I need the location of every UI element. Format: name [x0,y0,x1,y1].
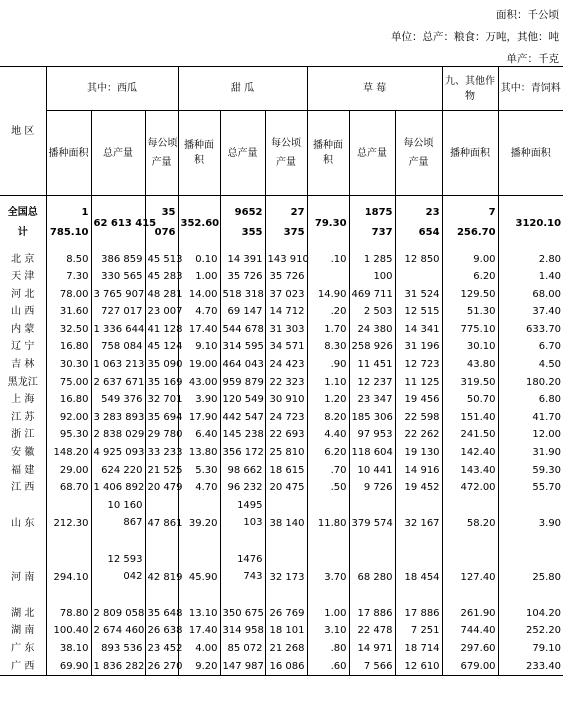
cell-gf-area: 1.40 [498,268,563,286]
cell-gf-area: 55.70 [498,479,563,497]
cell-ml-total: 464 043 [220,356,265,374]
cell-ml-yield: 22 693 [265,426,307,444]
table-body [0,196,563,676]
cell-ml-yield: 30 910 [265,391,307,409]
cell-ml-area: 43.00 [178,374,220,392]
cell-sb-total: 379 574 [349,497,395,551]
cell-ml-total: 69 147 [220,303,265,321]
cell-region: 北 京 [0,251,46,269]
cell-gf-area: 6.70 [498,338,563,356]
cell-sb-area: .90 [307,356,349,374]
cell-wm-total: 2 838 029 [91,426,145,444]
cell-ml-area: 17.40 [178,622,220,640]
table-row [0,268,563,286]
cell-wm-yield: 20 479 [145,479,178,497]
cell-wm-total: 3 283 893 [91,409,145,427]
cell-sb-area [307,268,349,286]
cell-wm-area: 8.50 [46,251,91,269]
cell-sb-total: 23 347 [349,391,395,409]
table-row [0,462,563,480]
cell-sb-yield: 22 598 [395,409,442,427]
cell-region: 福 建 [0,462,46,480]
cell-wm-yield: 45 513 [145,251,178,269]
cell-wm-area: 29.00 [46,462,91,480]
cell-sb-total: 9 726 [349,479,395,497]
table-row [0,391,563,409]
cell-ot-area: 142.40 [442,444,498,462]
cell-wm-total: 2 637 671 [91,374,145,392]
cell-ml-total: 518 318 [220,286,265,304]
cell-ot-area: 127.40 [442,551,498,605]
cell-sb-area: .80 [307,640,349,658]
cell-region: 江 苏 [0,409,46,427]
cell-sb-area: .50 [307,479,349,497]
cell-wm-yield: 23 007 [145,303,178,321]
cell-ml-total: 959 879 [220,374,265,392]
table-row [0,321,563,339]
cell-ml-yield: 14 712 [265,303,307,321]
cell-sb-yield: 14 916 [395,462,442,480]
cell-wm-yield: 35 169 [145,374,178,392]
cell-wm-yield: 33 233 [145,444,178,462]
cell-sb-area: 3.70 [307,551,349,605]
cell-sb-yield: 17 886 [395,605,442,623]
cell-wm-area: 78.00 [46,286,91,304]
cell-sb-yield: 12 610 [395,658,442,676]
cell-sb-area: 1.20 [307,391,349,409]
cell-sb-yield: 18 714 [395,640,442,658]
cell-ot-area: 775.10 [442,321,498,339]
cell-wm-area: 68.70 [46,479,91,497]
cell-gf-area: 4.50 [498,356,563,374]
cell-sb-area: 79.30 [307,196,349,251]
cell-sb-area: 3.10 [307,622,349,640]
cell-sb-area: .60 [307,658,349,676]
cell-ot-area: 744.40 [442,622,498,640]
cell-sb-area: 8.20 [307,409,349,427]
cell-sb-yield: 11 125 [395,374,442,392]
header-sb-area: 播种面积 [307,111,349,196]
cell-gf-area: 68.00 [498,286,563,304]
cell-sb-yield: 31 196 [395,338,442,356]
cell-wm-yield: 42 819 [145,551,178,605]
cell-ml-area: 9.20 [178,658,220,676]
table-row [0,479,563,497]
cell-wm-area: 212.30 [46,497,91,551]
cell-ml-total: 145 238 [220,426,265,444]
cell-sb-total: 100 [349,268,395,286]
cell-ml-area: 6.40 [178,426,220,444]
cell-sb-yield: 18 454 [395,551,442,605]
cell-ml-total: 147 987 [220,658,265,676]
cell-wm-total: 549 376 [91,391,145,409]
cell-ml-total: 314 958 [220,622,265,640]
cell-gf-area: 6.80 [498,391,563,409]
cell-ml-total: 544 678 [220,321,265,339]
table-row [0,356,563,374]
cell-sb-yield: 19 130 [395,444,442,462]
cell-region: 内 蒙 [0,321,46,339]
cell-region: 河 南 [0,551,46,605]
cell-ot-area: 9.00 [442,251,498,269]
cell-wm-yield: 35 694 [145,409,178,427]
cell-sb-area: .20 [307,303,349,321]
cell-region: 江 西 [0,479,46,497]
cell-wm-yield: 29 780 [145,426,178,444]
cell-sb-total: 22 478 [349,622,395,640]
cell-gf-area: 31.90 [498,444,563,462]
cell-ml-total: 1495 103 [220,497,265,551]
cell-ml-total: 120 549 [220,391,265,409]
cell-sb-total: 24 380 [349,321,395,339]
cell-wm-area: 100.40 [46,622,91,640]
header-ot-area: 播种面积 [442,111,498,196]
cell-region: 辽 宁 [0,338,46,356]
cell-wm-yield: 35 076 [145,196,178,251]
cell-wm-area: 1 785.10 [46,196,91,251]
cell-sb-yield: 12 515 [395,303,442,321]
cell-ot-area: 241.50 [442,426,498,444]
cell-wm-area: 95.30 [46,426,91,444]
cell-ml-total: 9652 355 [220,196,265,251]
cell-wm-total: 893 536 [91,640,145,658]
cell-sb-yield: 12 850 [395,251,442,269]
cell-ml-total: 85 072 [220,640,265,658]
table-row [0,444,563,462]
table-row [0,196,563,251]
cell-wm-yield: 35 648 [145,605,178,623]
cell-sb-total: 68 280 [349,551,395,605]
cell-ml-area: 4.00 [178,640,220,658]
cell-ot-area: 261.90 [442,605,498,623]
cell-sb-area: 1.00 [307,605,349,623]
cell-region: 广 东 [0,640,46,658]
cell-ot-area: 679.00 [442,658,498,676]
header-ml-yield: 每公顷 产量 [265,111,307,196]
cell-wm-total: 1 336 644 [91,321,145,339]
cell-ml-total: 350 675 [220,605,265,623]
cell-ml-area: 13.10 [178,605,220,623]
cell-sb-area: 1.10 [307,374,349,392]
cell-wm-total: 1 836 282 [91,658,145,676]
cell-ml-yield: 24 423 [265,356,307,374]
cell-sb-total: 97 953 [349,426,395,444]
table-row [0,251,563,269]
cell-ml-yield: 18 615 [265,462,307,480]
cell-gf-area: 59.30 [498,462,563,480]
cell-wm-yield: 23 452 [145,640,178,658]
cell-sb-yield: 12 723 [395,356,442,374]
table-row [0,658,563,676]
cell-ml-area: 3.90 [178,391,220,409]
cell-ot-area: 129.50 [442,286,498,304]
cell-sb-total: 118 604 [349,444,395,462]
cell-ml-area: 9.10 [178,338,220,356]
cell-gf-area: 3.90 [498,497,563,551]
cell-ot-area: 472.00 [442,479,498,497]
cell-ml-area: 352.60 [178,196,220,251]
cell-ml-yield: 37 023 [265,286,307,304]
cell-sb-total: 17 886 [349,605,395,623]
cell-gf-area: 633.70 [498,321,563,339]
header-melon: 甜 瓜 [178,67,307,111]
cell-region: 安 徽 [0,444,46,462]
cell-ml-yield: 31 303 [265,321,307,339]
cell-gf-area: 180.20 [498,374,563,392]
header-wm-yield: 每公顷 产量 [145,111,178,196]
cell-gf-area: 2.80 [498,251,563,269]
cell-sb-area: 1.70 [307,321,349,339]
cell-region: 广 西 [0,658,46,676]
cell-ml-yield: 20 475 [265,479,307,497]
cell-ml-yield: 34 571 [265,338,307,356]
cell-wm-yield: 48 281 [145,286,178,304]
cell-wm-yield: 47 861 [145,497,178,551]
header-other-crops: 九、其他作物 [442,67,498,111]
cell-gf-area: 41.70 [498,409,563,427]
table-row [0,409,563,427]
cell-ml-total: 35 726 [220,268,265,286]
cell-ot-area: 58.20 [442,497,498,551]
cell-ml-yield: 32 173 [265,551,307,605]
cell-gf-area: 25.80 [498,551,563,605]
cell-wm-total: 62 613 415 [91,196,145,251]
cell-ml-total: 96 232 [220,479,265,497]
cell-wm-area: 31.60 [46,303,91,321]
cell-ml-yield: 16 086 [265,658,307,676]
cell-sb-total: 14 971 [349,640,395,658]
header-region: 地 区 [0,67,46,196]
cell-wm-total: 3 765 907 [91,286,145,304]
cell-ot-area: 51.30 [442,303,498,321]
cell-wm-area: 16.80 [46,391,91,409]
cell-wm-yield: 45 124 [145,338,178,356]
cell-sb-total: 185 306 [349,409,395,427]
cell-sb-area: 6.20 [307,444,349,462]
cell-wm-total: 758 084 [91,338,145,356]
cell-wm-area: 92.00 [46,409,91,427]
cell-gf-area: 12.00 [498,426,563,444]
header-ml-area: 播种面积 [178,111,220,196]
cell-ml-area: 5.30 [178,462,220,480]
table-row [0,622,563,640]
cell-sb-yield: 22 262 [395,426,442,444]
cell-sb-total: 12 237 [349,374,395,392]
cell-wm-total: 386 859 [91,251,145,269]
cell-sb-total: 11 451 [349,356,395,374]
cell-wm-total: 1 406 892 [91,479,145,497]
cell-ml-total: 314 595 [220,338,265,356]
header-green-fodder: 其中：青饲料 [498,67,563,111]
cell-ml-total: 356 172 [220,444,265,462]
table-row [0,374,563,392]
cell-wm-area: 30.30 [46,356,91,374]
cell-sb-total: 1875 737 [349,196,395,251]
cell-sb-area: 8.30 [307,338,349,356]
cell-region: 黑龙江 [0,374,46,392]
cell-sb-total: 10 441 [349,462,395,480]
cell-wm-yield: 21 525 [145,462,178,480]
table-row [0,426,563,444]
cell-sb-yield: 19 452 [395,479,442,497]
cell-wm-yield: 35 090 [145,356,178,374]
cell-wm-area: 78.80 [46,605,91,623]
cell-gf-area: 79.10 [498,640,563,658]
header-wm-total: 总产量 [91,111,145,196]
crop-statistics-table [0,66,563,676]
cell-region: 吉 林 [0,356,46,374]
cell-ml-yield: 27 375 [265,196,307,251]
cell-wm-area: 38.10 [46,640,91,658]
table-row [0,286,563,304]
cell-wm-total: 330 565 [91,268,145,286]
table-row [0,497,563,551]
cell-ml-yield: 22 323 [265,374,307,392]
cell-wm-total: 727 017 [91,303,145,321]
cell-ml-total: 1476 743 [220,551,265,605]
cell-wm-total: 10 160 867 [91,497,145,551]
cell-ml-total: 442 547 [220,409,265,427]
cell-ml-area: 19.00 [178,356,220,374]
output-unit-note: 单位：总产：粮食：万吨，其他：吨 [391,31,559,43]
header-watermelon: 其中：西瓜 [46,67,178,111]
header-gf-area: 播种面积 [498,111,563,196]
cell-ml-area: 14.00 [178,286,220,304]
cell-ml-yield: 21 268 [265,640,307,658]
cell-sb-yield: 31 524 [395,286,442,304]
cell-sb-total: 258 926 [349,338,395,356]
cell-sb-yield: 32 167 [395,497,442,551]
cell-ml-area: 39.20 [178,497,220,551]
cell-ml-area: 4.70 [178,479,220,497]
cell-wm-area: 148.20 [46,444,91,462]
cell-ml-area: 4.70 [178,303,220,321]
cell-wm-total: 1 063 213 [91,356,145,374]
cell-ml-yield: 24 723 [265,409,307,427]
cell-sb-total: 1 285 [349,251,395,269]
cell-ml-area: 45.90 [178,551,220,605]
cell-wm-area: 69.90 [46,658,91,676]
cell-gf-area: 3120.10 [498,196,563,251]
cell-ot-area: 297.60 [442,640,498,658]
cell-sb-yield: 23 654 [395,196,442,251]
cell-ml-yield: 26 769 [265,605,307,623]
cell-ot-area: 143.40 [442,462,498,480]
cell-gf-area: 37.40 [498,303,563,321]
cell-sb-yield: 19 456 [395,391,442,409]
cell-region: 河 北 [0,286,46,304]
cell-ml-total: 98 662 [220,462,265,480]
cell-ot-area: 6.20 [442,268,498,286]
cell-ml-area: 0.10 [178,251,220,269]
table-row [0,640,563,658]
table-row [0,551,563,605]
cell-region: 上 海 [0,391,46,409]
cell-wm-total: 12 593 042 [91,551,145,605]
cell-ot-area: 151.40 [442,409,498,427]
cell-wm-area: 75.00 [46,374,91,392]
cell-ml-yield: 25 810 [265,444,307,462]
area-unit-note: 面积：千公顷 [496,9,559,21]
cell-wm-area: 32.50 [46,321,91,339]
cell-sb-area: .10 [307,251,349,269]
cell-region: 浙 江 [0,426,46,444]
cell-sb-area: .70 [307,462,349,480]
cell-region: 山 东 [0,497,46,551]
cell-wm-area: 16.80 [46,338,91,356]
header-strawberry: 草 莓 [307,67,442,111]
cell-ml-yield: 18 101 [265,622,307,640]
cell-ml-area: 1.00 [178,268,220,286]
cell-wm-yield: 41 128 [145,321,178,339]
cell-sb-yield [395,268,442,286]
cell-region: 天 津 [0,268,46,286]
cell-region: 山 西 [0,303,46,321]
cell-wm-area: 7.30 [46,268,91,286]
unit-notes [391,4,559,70]
cell-ml-area: 13.80 [178,444,220,462]
cell-ml-area: 17.90 [178,409,220,427]
cell-sb-yield: 14 341 [395,321,442,339]
cell-wm-area: 294.10 [46,551,91,605]
cell-gf-area: 252.20 [498,622,563,640]
cell-sb-area: 14.90 [307,286,349,304]
cell-sb-total: 7 566 [349,658,395,676]
cell-wm-yield: 32 701 [145,391,178,409]
cell-ml-area: 17.40 [178,321,220,339]
cell-ot-area: 43.80 [442,356,498,374]
header-sb-yield: 每公顷 产量 [395,111,442,196]
table-row [0,605,563,623]
cell-wm-total: 624 220 [91,462,145,480]
cell-sb-total: 2 503 [349,303,395,321]
cell-region: 全国总 计 [0,196,46,251]
header-sb-total: 总产量 [349,111,395,196]
cell-sb-total: 469 711 [349,286,395,304]
cell-sb-area: 11.80 [307,497,349,551]
cell-ot-area: 30.10 [442,338,498,356]
cell-region: 湖 北 [0,605,46,623]
cell-wm-yield: 45 283 [145,268,178,286]
cell-ot-area: 319.50 [442,374,498,392]
cell-wm-total: 2 674 460 [91,622,145,640]
cell-ml-total: 14 391 [220,251,265,269]
cell-ml-yield: 35 726 [265,268,307,286]
cell-ot-area: 7 256.70 [442,196,498,251]
cell-wm-total: 4 925 093 [91,444,145,462]
cell-gf-area: 104.20 [498,605,563,623]
cell-wm-total: 2 809 058 [91,605,145,623]
cell-ml-yield: 143 910 [265,251,307,269]
cell-ot-area: 50.70 [442,391,498,409]
header-wm-area: 播种面积 [46,111,91,196]
table-row [0,338,563,356]
cell-wm-yield: 26 270 [145,658,178,676]
cell-gf-area: 233.40 [498,658,563,676]
table-row [0,303,563,321]
cell-sb-yield: 7 251 [395,622,442,640]
cell-ml-yield: 38 140 [265,497,307,551]
cell-sb-area: 4.40 [307,426,349,444]
cell-region: 湖 南 [0,622,46,640]
cell-wm-yield: 26 638 [145,622,178,640]
yield-unit-note: 单产：千克 [506,53,559,65]
header-ml-total: 总产量 [220,111,265,196]
